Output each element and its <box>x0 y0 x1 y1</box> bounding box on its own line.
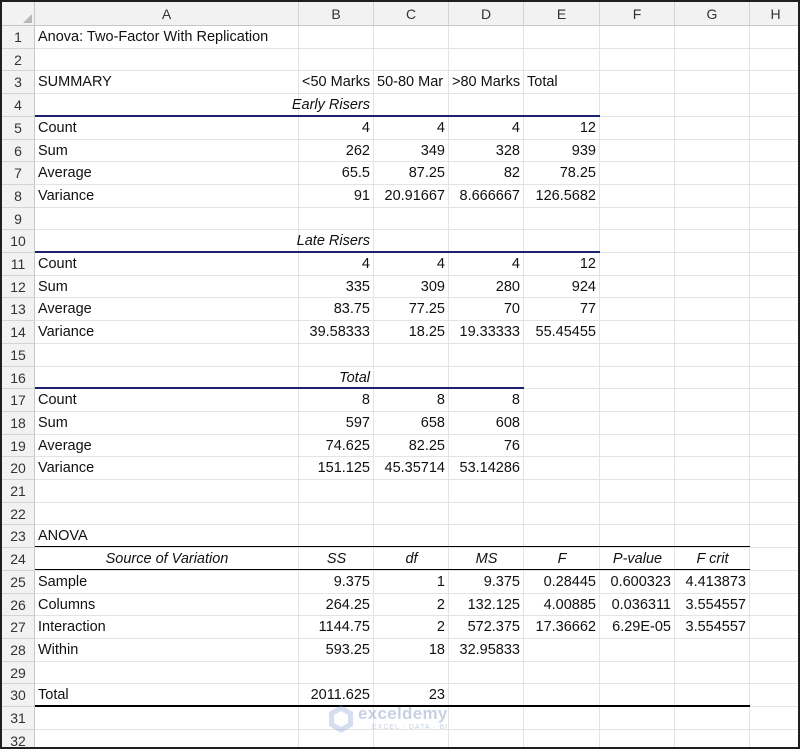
stat-value[interactable]: 8.666667 <box>459 188 520 204</box>
gridline <box>35 502 800 503</box>
anova-p[interactable]: 6.29E-05 <box>612 619 671 635</box>
anova-top-border <box>35 546 750 547</box>
row-header-2[interactable]: 2 <box>2 49 35 71</box>
summary-col-header[interactable]: Total <box>527 74 558 90</box>
anova-source[interactable]: Interaction <box>38 619 106 635</box>
group-name[interactable]: Total <box>339 370 370 386</box>
stat-value[interactable]: 335 <box>345 279 370 295</box>
sheet-title[interactable]: Anova: Two-Factor With Replication <box>38 29 269 45</box>
row-header-15[interactable]: 15 <box>2 344 35 367</box>
stat-value[interactable]: 309 <box>420 279 445 295</box>
stat-value[interactable]: 91 <box>353 188 370 204</box>
anova-df[interactable]: 18 <box>428 642 445 658</box>
stat-label[interactable]: Count <box>38 256 77 272</box>
row-header-3[interactable]: 3 <box>2 71 35 94</box>
anova-ms[interactable]: 32.95833 <box>459 642 520 658</box>
stat-value[interactable]: 658 <box>420 415 445 431</box>
stat-value[interactable]: 12 <box>579 256 596 272</box>
stat-value[interactable]: 4 <box>511 120 520 136</box>
anova-source[interactable]: Sample <box>38 574 88 590</box>
anova-df[interactable]: 2 <box>436 597 445 613</box>
row-header-1[interactable]: 1 <box>2 26 35 49</box>
anova-ss[interactable]: 1144.75 <box>318 619 370 635</box>
stat-value[interactable]: 74.625 <box>325 438 370 454</box>
stat-value[interactable]: 82.25 <box>408 438 445 454</box>
stat-value[interactable]: 78.25 <box>559 165 596 181</box>
stat-value[interactable]: 87.25 <box>408 165 445 181</box>
stat-value[interactable]: 12 <box>579 120 596 136</box>
stat-label[interactable]: Sum <box>38 279 68 295</box>
anova-p[interactable] <box>600 639 675 662</box>
row-header-26[interactable]: 26 <box>2 594 35 616</box>
row-header-9[interactable]: 9 <box>2 208 35 230</box>
row-header-18[interactable]: 18 <box>2 412 35 435</box>
row-header-30[interactable]: 30 <box>2 684 35 707</box>
anova-ms[interactable]: 9.375 <box>483 574 520 590</box>
group-name[interactable]: Late Risers <box>296 233 370 249</box>
row-header-6[interactable]: 6 <box>2 140 35 162</box>
anova-header[interactable]: SS <box>326 551 347 567</box>
anova-total-ss[interactable]: 2011.625 <box>310 687 370 703</box>
stat-label[interactable]: Count <box>38 120 77 136</box>
column-header-h[interactable]: H <box>750 2 800 26</box>
anova-df[interactable]: 1 <box>436 574 445 590</box>
stat-value[interactable]: 349 <box>420 143 445 159</box>
anova-ss[interactable]: 9.375 <box>333 574 370 590</box>
row-header-28[interactable]: 28 <box>2 639 35 662</box>
anova-p[interactable]: 0.036311 <box>611 597 671 613</box>
row-header-10[interactable]: 10 <box>2 230 35 253</box>
stat-value[interactable]: 151.125 <box>317 460 370 476</box>
watermark <box>328 702 478 738</box>
stat-value[interactable]: 597 <box>345 415 370 431</box>
row-header-5[interactable]: 5 <box>2 117 35 140</box>
column-header-d[interactable]: D <box>449 2 524 26</box>
stat-value[interactable]: 53.14286 <box>459 460 520 476</box>
stat-value[interactable]: 4 <box>511 256 520 272</box>
stat-value[interactable]: 939 <box>571 143 596 159</box>
stat-value[interactable]: 608 <box>495 415 520 431</box>
stat-value[interactable]: 82 <box>503 165 520 181</box>
exceldemy-logo-icon <box>328 704 354 734</box>
column-header-g[interactable]: G <box>675 2 750 26</box>
row-header-27[interactable]: 27 <box>2 616 35 639</box>
column-header-b[interactable]: B <box>299 2 374 26</box>
row-header-12[interactable]: 12 <box>2 276 35 298</box>
row-header-14[interactable]: 14 <box>2 321 35 344</box>
anova-fcrit[interactable]: 3.554557 <box>685 597 746 613</box>
row-header-24[interactable]: 24 <box>2 548 35 571</box>
anova-header[interactable]: P-value <box>612 551 663 567</box>
stat-value[interactable]: 126.5682 <box>535 188 596 204</box>
stat-value[interactable]: 77.25 <box>408 301 445 317</box>
row-header-19[interactable]: 19 <box>2 435 35 457</box>
row-header-20[interactable]: 20 <box>2 457 35 480</box>
stat-value[interactable]: 280 <box>495 279 520 295</box>
row-header-23[interactable]: 23 <box>2 525 35 548</box>
anova-header[interactable]: Source of Variation <box>105 551 229 567</box>
row-header-13[interactable]: 13 <box>2 298 35 321</box>
stat-value[interactable]: 328 <box>495 143 520 159</box>
stat-label[interactable]: Average <box>38 301 92 317</box>
stat-value[interactable]: 8 <box>511 392 520 408</box>
stat-value[interactable]: 70 <box>503 301 520 317</box>
stat-label[interactable]: Sum <box>38 415 68 431</box>
row-header-17[interactable]: 17 <box>2 389 35 412</box>
stat-label[interactable]: Variance <box>38 324 95 340</box>
anova-label[interactable]: ANOVA <box>38 528 88 544</box>
stat-value[interactable]: 76 <box>503 438 520 454</box>
anova-f[interactable]: 0.28445 <box>543 574 596 590</box>
stat-label[interactable]: Variance <box>38 460 95 476</box>
anova-ss[interactable]: 593.25 <box>325 642 370 658</box>
anova-ms[interactable]: 132.125 <box>467 597 520 613</box>
anova-df[interactable]: 2 <box>436 619 445 635</box>
stat-label[interactable]: Variance <box>38 188 95 204</box>
anova-ms[interactable]: 572.375 <box>467 619 520 635</box>
stat-value[interactable]: 4 <box>361 256 370 272</box>
row-header-11[interactable]: 11 <box>2 253 35 276</box>
anova-header[interactable]: df <box>405 551 418 567</box>
stat-value[interactable]: 65.5 <box>341 165 370 181</box>
anova-p[interactable]: 0.600323 <box>610 574 671 590</box>
stat-value[interactable]: 77 <box>579 301 596 317</box>
stat-value[interactable]: 8 <box>436 392 445 408</box>
anova-header[interactable]: MS <box>475 551 498 567</box>
row-header-22[interactable]: 22 <box>2 503 35 525</box>
stat-value[interactable]: 39.58333 <box>309 324 370 340</box>
stat-value[interactable]: 19.33333 <box>459 324 520 340</box>
stat-label[interactable]: Average <box>38 165 92 181</box>
anova-header[interactable]: F <box>557 551 567 567</box>
summary-col-header[interactable]: >80 Marks <box>452 74 521 90</box>
stat-value[interactable]: 8 <box>361 392 370 408</box>
summary-label[interactable]: SUMMARY <box>38 74 112 90</box>
stat-value[interactable]: 45.35714 <box>384 460 445 476</box>
stat-value[interactable]: 924 <box>571 279 596 295</box>
row-header-4[interactable]: 4 <box>2 94 35 117</box>
summary-col-header[interactable]: <50 Marks <box>302 74 371 90</box>
column-header-c[interactable]: C <box>374 2 449 26</box>
anova-source[interactable]: Within <box>38 642 79 658</box>
anova-f[interactable]: 17.36662 <box>535 619 596 635</box>
stat-value[interactable]: 4 <box>361 120 370 136</box>
row-header-7[interactable]: 7 <box>2 162 35 185</box>
row-header-16[interactable]: 16 <box>2 367 35 389</box>
anova-fcrit[interactable] <box>675 639 750 662</box>
column-header-f[interactable]: F <box>600 2 675 26</box>
row-header-29[interactable]: 29 <box>2 662 35 684</box>
stat-label[interactable]: Sum <box>38 143 68 159</box>
anova-ss[interactable]: 264.25 <box>325 597 370 613</box>
stat-value[interactable]: 4 <box>436 120 445 136</box>
anova-source[interactable]: Columns <box>38 597 96 613</box>
row-header-31[interactable]: 31 <box>2 707 35 730</box>
select-all-corner[interactable] <box>2 2 35 26</box>
row-header-25[interactable]: 25 <box>2 571 35 594</box>
row-header-8[interactable]: 8 <box>2 185 35 208</box>
stat-value[interactable]: 55.45455 <box>535 324 596 340</box>
watermark-brand: exceldemy <box>358 704 448 723</box>
stat-value[interactable]: 18.25 <box>408 324 445 340</box>
stat-label[interactable]: Count <box>38 392 77 408</box>
anova-fcrit[interactable]: 3.554557 <box>685 619 746 635</box>
anova-header[interactable]: F crit <box>696 551 729 567</box>
stat-value[interactable]: 262 <box>345 143 370 159</box>
summary-col-header[interactable]: 50-80 Mar <box>377 74 444 90</box>
group-name[interactable]: Early Risers <box>291 97 370 113</box>
anova-header-border <box>35 569 750 570</box>
column-header-a[interactable]: A <box>35 2 299 26</box>
stat-label[interactable]: Average <box>38 438 92 454</box>
anova-f[interactable]: 4.00885 <box>543 597 596 613</box>
row-header-32[interactable]: 32 <box>2 730 35 749</box>
stat-value[interactable]: 83.75 <box>333 301 370 317</box>
stat-value[interactable]: 20.91667 <box>384 188 445 204</box>
row-header-21[interactable]: 21 <box>2 480 35 503</box>
stat-value[interactable]: 4 <box>436 256 445 272</box>
watermark-tagline: EXCEL · DATA · BI <box>372 724 448 731</box>
anova-total-df[interactable]: 23 <box>428 687 445 703</box>
anova-fcrit[interactable]: 4.413873 <box>685 574 746 590</box>
anova-f[interactable] <box>524 639 600 662</box>
anova-total-label[interactable]: Total <box>38 687 69 703</box>
column-header-e[interactable]: E <box>524 2 600 26</box>
